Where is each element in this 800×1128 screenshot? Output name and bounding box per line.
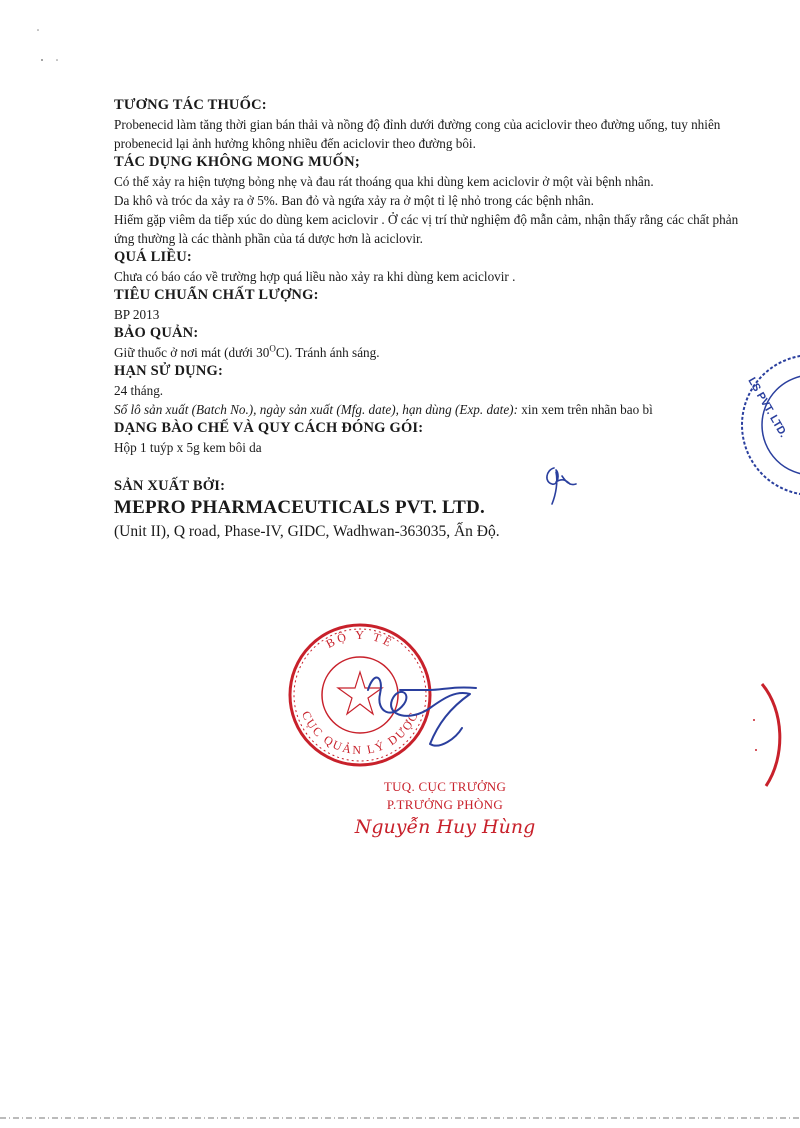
- section-heading: BẢO QUẢN:: [114, 325, 199, 341]
- signatory-block: [335, 778, 555, 840]
- section-interactions: [114, 96, 754, 153]
- signatory-name: Nguyễn Huy Hùng: [354, 816, 536, 838]
- company-stamp-partial: [722, 350, 800, 500]
- section-heading: DẠNG BÀO CHẾ VÀ QUY CÁCH ĐÓNG GÓI:: [114, 420, 424, 436]
- approval-stamp: [280, 620, 560, 880]
- section-overdose: [114, 248, 754, 286]
- shelf-life-value: 24 tháng.: [114, 383, 164, 398]
- signatory-line-2: P.TRƯỞNG PHÒNG: [386, 797, 504, 812]
- section-text: BP 2013: [114, 307, 160, 322]
- document-body: [114, 96, 754, 544]
- manufacturer-address: (Unit II), Q road, Phase-IV, GIDC, Wadhwan-363035, Ấn Độ.: [114, 523, 500, 540]
- section-packaging: [114, 419, 754, 457]
- handwritten-initial: [536, 460, 596, 510]
- section-heading: SẢN XUẤT BỞI:: [114, 478, 226, 494]
- storage-text: Giữ thuốc ở nơi mát (dưới $30^OC$). Tránh ánh sáng.: [114, 343, 380, 360]
- batch-info: Số lô sản xuất (Batch No.), ngày sản xuất (Mfg. date), hạn dùng (Exp. date): xin xem trên nhãn bao bì: [114, 402, 653, 417]
- page-bottom-edge: [0, 1112, 800, 1122]
- section-storage: [114, 324, 754, 362]
- section-text: Hiếm gặp viêm da tiếp xúc do dùng kem aciclovir . Ở các vị trí thử nghiệm độ mẫn cảm, nhận thấy rằng các chất phản ứng thường là các thành phần của tá dược hơn là aciclovir.: [114, 212, 739, 246]
- company-stamp-text: LS PVT. LTD.: [745, 375, 790, 440]
- section-text: Probenecid làm tăng thời gian bán thải và nồng độ đỉnh dưới đường cong của aciclovir theo đường uống, tuy nhiên probenecid lại ảnh hưởng không nhiều đến aciclovir theo đường bôi.: [114, 117, 721, 151]
- ministry-seal: [280, 620, 540, 790]
- signatory-line-1: TUQ. CỤC TRƯỞNG: [383, 779, 507, 794]
- section-side-effects: [114, 153, 754, 248]
- section-text: Chưa có báo cáo về trường hợp quá liều nào xảy ra khi dùng kem aciclovir .: [114, 269, 516, 284]
- section-quality-standard: [114, 286, 754, 324]
- section-heading: TÁC DỤNG KHÔNG MONG MUỐN;: [114, 154, 360, 170]
- section-heading: TIÊU CHUẨN CHẤT LƯỢNG:: [114, 287, 319, 303]
- section-heading: QUÁ LIỀU:: [114, 249, 192, 265]
- section-heading: TƯƠNG TÁC THUỐC:: [114, 97, 267, 113]
- section-manufacturer: [114, 477, 754, 544]
- seal-top-text: BỘ Y TẾ: [323, 627, 397, 651]
- section-text: Da khô và tróc da xảy ra ở 5%. Ban đỏ và ngứa xảy ra ở một tỉ lệ nhỏ trong các bệnh nhân.: [114, 193, 594, 208]
- section-shelf-life: [114, 362, 754, 419]
- seal-bottom-text: CỤC QUẢN LÝ DƯỢC: [298, 708, 422, 758]
- manufacturer-name: MEPRO PHARMACEUTICALS PVT. LTD.: [114, 497, 485, 518]
- signature-scribble: [368, 678, 476, 746]
- section-text: Có thể xảy ra hiện tượng bỏng nhẹ và đau rát thoáng qua khi dùng kem aciclovir ở một vài bệnh nhân.: [114, 174, 654, 189]
- section-heading: HẠN SỬ DỤNG:: [114, 363, 223, 379]
- packaging-value: Hộp 1 tuýp x 5g kem bôi da: [114, 440, 262, 455]
- edge-seal-fragment: [740, 680, 800, 790]
